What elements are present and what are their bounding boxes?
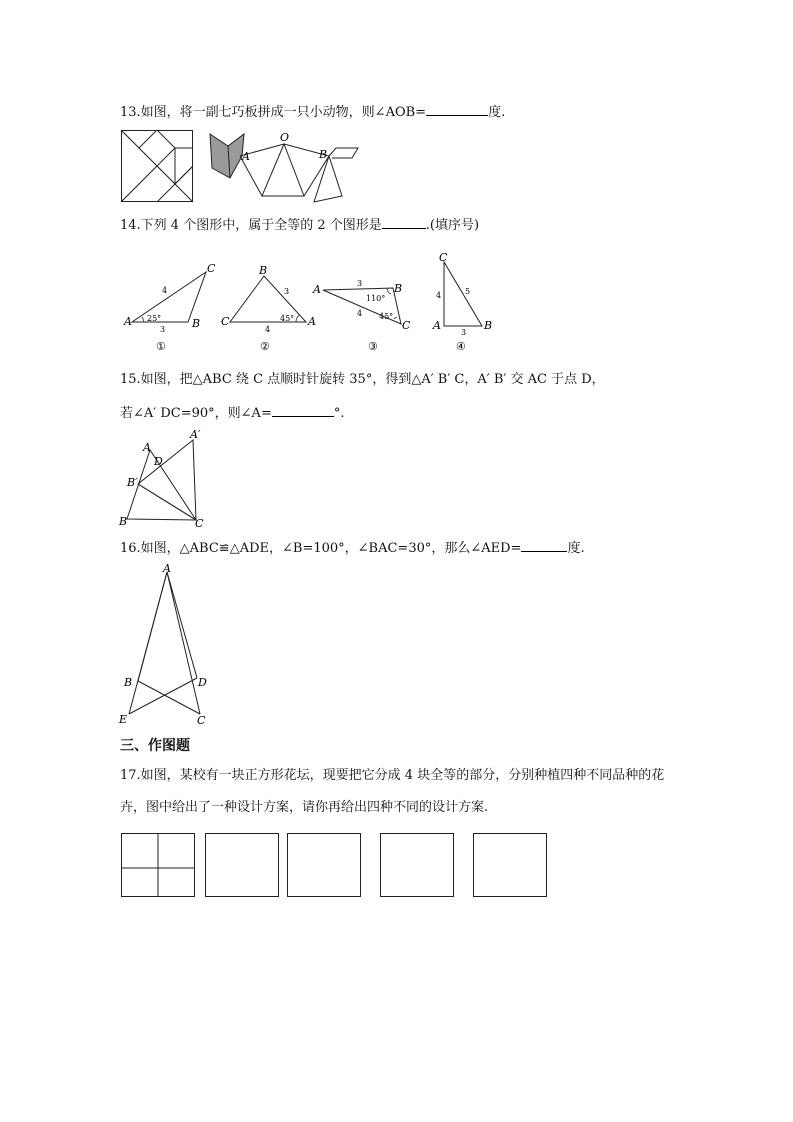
fig2-side-ca: 4 [265,325,271,334]
tangram-animal-figure [204,130,359,205]
q15-label-b: B [119,515,128,528]
fig4-side-ac: 4 [436,291,442,300]
question-15-line2 [120,403,344,423]
q15-answer-blank[interactable] [272,403,334,417]
q15-text-after: °. [333,406,345,421]
fig1-label-b: B [192,317,201,330]
fig3-label-c: C [402,319,411,332]
fig3-side-ab: 3 [357,279,363,288]
tangram-square-figure [121,130,193,202]
section-title: 三、作图题 [120,738,190,754]
question-16 [120,538,585,558]
fig3-side-ac: 4 [357,309,363,318]
fig2-angle: 45° [280,314,295,323]
q16-text: 16.如图，△ABC≌△ADE，∠B=100°，∠BAC=30°，那么∠AED= [120,541,522,556]
triangle-figure-4 [430,251,500,353]
q15-text: 若∠A′ DC=90°，则∠A= [120,406,272,421]
fig2-number: ② [260,340,270,353]
q16-label-d: D [198,676,207,689]
fig2-label-b: B [259,264,268,277]
flowerbed-blank-square-1[interactable] [205,833,279,897]
q14-text-after: .(填序号) [425,218,480,233]
fig1-angle: 25° [147,314,162,323]
fig1-number: ① [156,340,166,353]
q16-answer-blank[interactable] [521,538,567,552]
label-o: O [280,131,290,144]
fig3-angle-c: 45° [379,312,394,321]
fig4-side-cb: 5 [465,287,471,296]
q15-label-a: A [143,441,151,454]
fig1-side-ab: 3 [160,325,166,334]
triangle-figure-3 [313,262,418,352]
congruent-triangles-figure [116,560,221,730]
q16-label-a: A [163,562,171,575]
question-17-line1: 17.如图，某校有一块正方形花坛，现要把它分成 4 块全等的部分，分别种植四种不同品种的花 [120,768,665,783]
fig4-number: ④ [456,340,466,353]
fig2-side-ba: 3 [284,287,290,296]
triangle-figure-2 [218,262,318,352]
fig2-label-a: A [308,315,316,328]
fig3-label-b: B [394,282,403,295]
q15-label-c: C [195,517,204,530]
fig1-side-ac: 4 [162,286,168,295]
q13-text: 13.如图，将一副七巧板拼成一只小动物，则∠AOB= [120,105,427,120]
q13-answer-blank[interactable] [426,102,488,116]
question-15-line1: 15.如图，把△ABC 绕 C 点顺时针旋转 35°，得到△A′ B′ C，A′ B′ 交 AC 于点 D， [120,372,605,387]
q14-text: 14.下列 4 个图形中，属于全等的 2 个图形是 [120,218,382,233]
animal-head-shaded [210,134,244,178]
fig4-label-a: A [433,319,441,332]
fig4-label-c: C [439,251,448,264]
question-13 [120,102,505,122]
q16-text-after: 度. [567,541,585,556]
flowerbed-example-square [121,833,195,897]
rotation-figure [116,428,216,532]
q13-text-after: 度. [488,105,506,120]
fig1-label-a: A [124,315,132,328]
fig1-label-c: C [207,262,216,275]
fig3-number: ③ [368,340,378,353]
q16-label-b: B [124,676,133,689]
q14-answer-blank[interactable] [382,215,426,229]
triangle-figure-1 [120,262,220,352]
q15-label-a-prime: A′ [190,428,201,441]
fig4-label-b: B [484,319,493,332]
q15-label-d: D [154,455,163,468]
q16-label-e: E [119,713,128,726]
fig3-label-a: A [313,283,321,296]
fig4-side-ab: 3 [461,328,467,337]
fig3-angle-b: 110° [366,294,386,303]
q15-label-b-prime: B′ [127,476,138,489]
q16-label-c: C [197,714,206,727]
label-b: B [319,148,328,161]
label-a: A [242,150,250,163]
flowerbed-blank-square-2[interactable] [287,833,361,897]
question-17-line2: 卉，图中给出了一种设计方案，请你再给出四种不同的设计方案. [120,800,489,815]
flowerbed-blank-square-3[interactable] [380,833,454,897]
flowerbed-blank-square-4[interactable] [473,833,547,897]
question-14 [120,215,479,235]
fig2-label-c: C [221,315,230,328]
